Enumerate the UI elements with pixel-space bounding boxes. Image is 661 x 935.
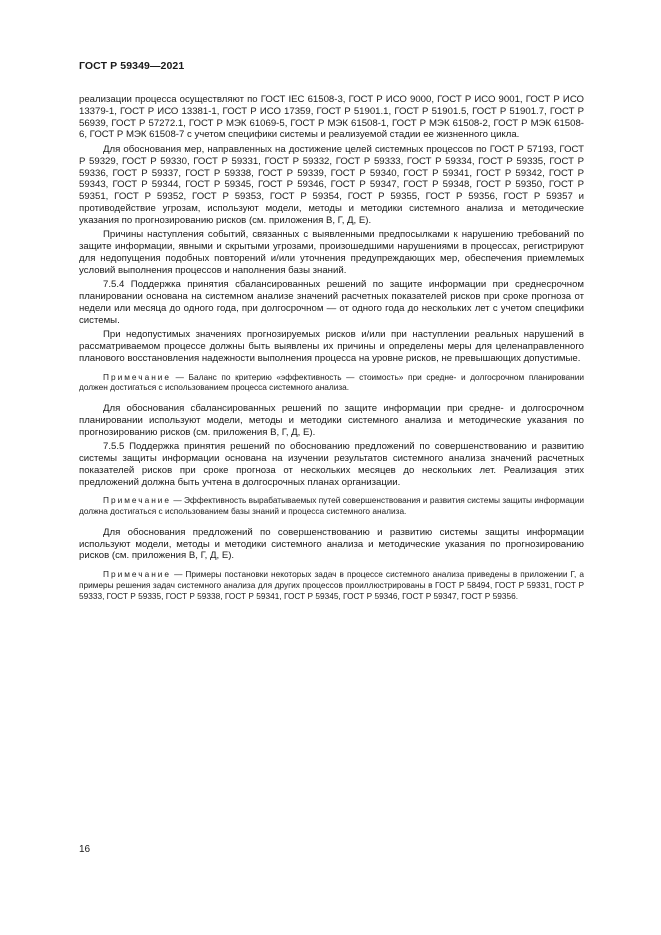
- note-1: [79, 372, 584, 394]
- paragraph-unacceptable-risks: При недопустимых значениях прогнозируемых рисков и/или при наступлении реальных нарушений в рассматриваемом процессе должны быть выявлены их причины и определены меры для целенаправленного планового восстановления надежности выполнения процесса на уровне рисков, не превышающих допустимые.: [79, 329, 584, 364]
- note-3: [79, 569, 584, 601]
- note-text: — Примеры постановки некоторых задач в процессе системного анализа приведены в приложении Г, а примеры решения задач системного анализа для других процессов проиллюстрированы в ГОСТ Р 58494, ГОСТ Р 59331, ГОСТ Р 59333, ГОСТ Р 59335, ГОСТ Р 59338, ГОСТ Р 59341, ГОСТ Р 59345, ГОСТ Р 59346, ГОСТ Р 59347, ГОСТ Р 59356.: [79, 569, 584, 601]
- page-number: 16: [79, 844, 91, 855]
- paragraph-measures-justification: Для обоснования мер, направленных на достижение целей системных процессов по ГОСТ Р 57193, ГОСТ Р 59329, ГОСТ Р 59330, ГОСТ Р 59331, ГОСТ Р 59332, ГОСТ Р 59333, ГОСТ Р 59334, ГОСТ Р 59335, ГОСТ Р 59336, ГОСТ Р 59337, ГОСТ Р 59338, ГОСТ Р 59339, ГОСТ Р 59340, ГОСТ Р 59341, ГОСТ Р 59342, ГОСТ Р 59343, ГОСТ Р 59344, ГОСТ Р 59345, ГОСТ Р 59346, ГОСТ Р 59347, ГОСТ Р 59348, ГОСТ Р 59350, ГОСТ Р 59351, ГОСТ Р 59352, ГОСТ Р 59353, ГОСТ Р 59354, ГОСТ Р 59355, ГОСТ Р 59356, ГОСТ Р 59357 и противодействие угрозам, используют модели, методы и методики системного анализа и методические указания по прогнозированию рисков (см. приложения В, Г, Д, Е).: [79, 144, 584, 226]
- note-text: — Баланс по критерию «эффективность — стоимость» при средне- и долгосрочном планировании должен достигаться с использованием процесса системного анализа.: [79, 371, 584, 393]
- paragraph-event-causes: Причины наступления событий, связанных с выявленными предпосылками к нарушению требований по защите информации, явными и скрытыми угрозами, произошедшими нарушениями в процессах, регистрируют для недопущения подобных повторений и/или уточнения предупреждающих мер, обеспечения приемлемых условий выполнения процессов и наполнения базы знаний.: [79, 229, 584, 276]
- note-2: [79, 495, 584, 517]
- note-label: Примечание: [103, 569, 172, 580]
- document-header-standard-number: ГОСТ Р 59349—2021: [79, 60, 185, 72]
- paragraph-balanced-decisions: Для обоснования сбалансированных решений по защите информации при средне- и долгосрочном планировании используют модели, методы и методики системного анализа и методические указания по прогнозированию рисков (см. приложения В, Г, Д, Е).: [79, 403, 584, 438]
- paragraph-continuation: реализации процесса осуществляют по ГОСТ IEC 61508-3, ГОСТ Р ИСО 9000, ГОСТ Р ИСО 9001, ГОСТ Р ИСО 13379-1, ГОСТ Р ИСО 13381-1, ГОСТ Р ИСО 17359, ГОСТ Р 51901.1, ГОСТ Р 51901.5, ГОСТ Р 51901.7, ГОСТ Р 56939, ГОСТ Р 57272.1, ГОСТ Р МЭК 61069-5, ГОСТ Р МЭК 61508-1, ГОСТ Р МЭК 61508-2, ГОСТ Р МЭК 61508-6, ГОСТ Р МЭК 61508-7 с учетом специфики системы и реализуемой стадии ее жизненного цикла.: [79, 94, 584, 141]
- note-label: Примечание: [103, 371, 172, 382]
- page-body: [79, 94, 584, 612]
- paragraph-improvement-proposals: Для обоснования предложений по совершенствованию и развитию системы защиты информации используют модели, методы и методики системного анализа и методические указания по прогнозированию рисков (см. приложения В, Г, Д, Е).: [79, 526, 584, 562]
- note-text: — Эффективность вырабатываемых путей совершенствования и развития системы защиты информации должна достигаться с использованием базы знаний и процесса системного анализа.: [79, 495, 584, 517]
- note-label: Примечание: [103, 495, 172, 506]
- paragraph-section-7-5-5: 7.5.5 Поддержка принятия решений по обоснованию предложений по совершенствованию и развитию системы защиты информации основана на изучении результатов системного анализа значений расчетных показателей рисков при сроке прогноза от нескольких месяцев до нескольких лет. Реализация этих предложений должна быть учтена в долгосрочных планах организации.: [79, 441, 584, 488]
- paragraph-section-7-5-4: 7.5.4 Поддержка принятия сбалансированных решений по защите информации при среднесрочном планировании основана на системном анализе значений расчетных показателей рисков при сроке прогноза от недели или месяца до одного года, при долгосрочном — от одного года до нескольких лет с учетом специфики системы.: [79, 279, 584, 326]
